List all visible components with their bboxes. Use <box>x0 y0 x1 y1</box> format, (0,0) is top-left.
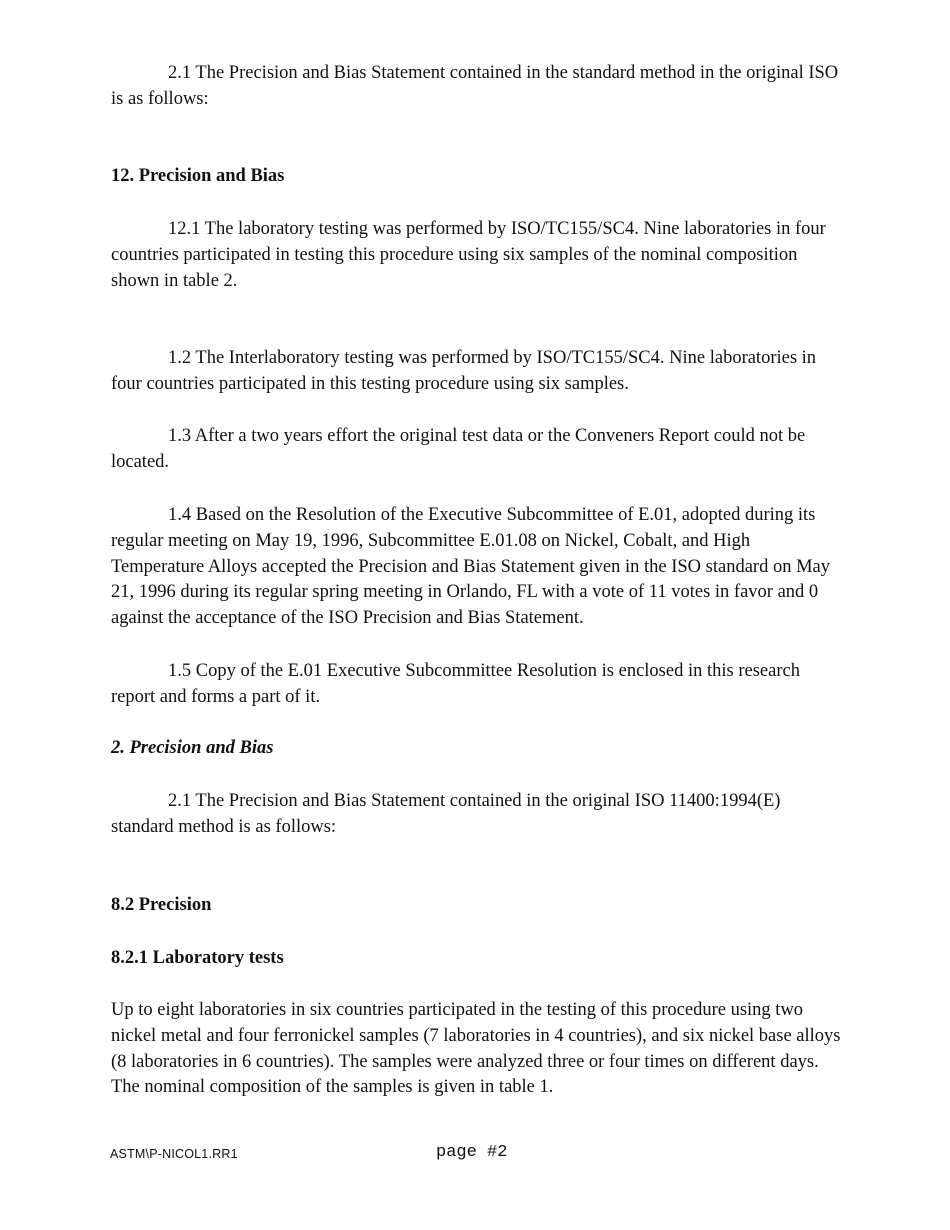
heading-8-2-precision: 8.2 Precision <box>111 895 212 915</box>
paragraph-1-3: 1.3 After a two years effort the original test data or the Conveners Report could not be located. <box>111 426 806 472</box>
footer-file-id: ASTM\P-NICOL1.RR1 <box>110 1147 238 1161</box>
paragraph-2-1-second: 2.1 The Precision and Bias Statement contained in the original ISO 11400:1994(E) standard method is as follows: <box>111 791 781 837</box>
paragraph-12-1: 12.1 The laboratory testing was performed by ISO/TC155/SC4. Nine laboratories in four countries participated in testing this procedure using six samples of the nominal composition shown in table 2. <box>111 219 826 291</box>
paragraph-1-2: 1.2 The Interlaboratory testing was performed by ISO/TC155/SC4. Nine laboratories in four countries participated in this testing procedure using six samples. <box>111 348 817 394</box>
footer-page-number: page #2 <box>436 1143 508 1162</box>
paragraph-1-5: 1.5 Copy of the E.01 Executive Subcommittee Resolution is enclosed in this research report and forms a part of it. <box>111 661 800 707</box>
heading-8-2-1-laboratory-tests: 8.2.1 Laboratory tests <box>111 948 284 968</box>
heading-12-precision-and-bias: 12. Precision and Bias <box>111 166 285 186</box>
paragraph-1-4: 1.4 Based on the Resolution of the Executive Subcommittee of E.01, adopted during its regular meeting on May 19, 1996, Subcommittee E.01.08 on Nickel, Cobalt, and High Temperature Alloys accepted the Precision and Bias Statement given in the ISO standard on May 21, 1996 during its regular spring meeting in Orlando, FL with a vote of 11 votes in favor and 0 against the acceptance of the ISO Precision and Bias Statement. <box>111 505 830 629</box>
heading-2-precision-and-bias: 2. Precision and Bias <box>111 738 274 758</box>
paragraph-laboratory-tests: Up to eight laboratories in six countries participated in the testing of this procedure using two nickel metal and four ferronickel samples (7 laboratories in 4 countries), and six nickel base alloys (8 laboratories in 6 countries). The samples were analyzed three or four times on different days. The nominal composition of the samples is given in table 1. <box>111 1000 841 1098</box>
paragraph-2-1-first: 2.1 The Precision and Bias Statement contained in the standard method in the original ISO is as follows: <box>111 63 839 109</box>
